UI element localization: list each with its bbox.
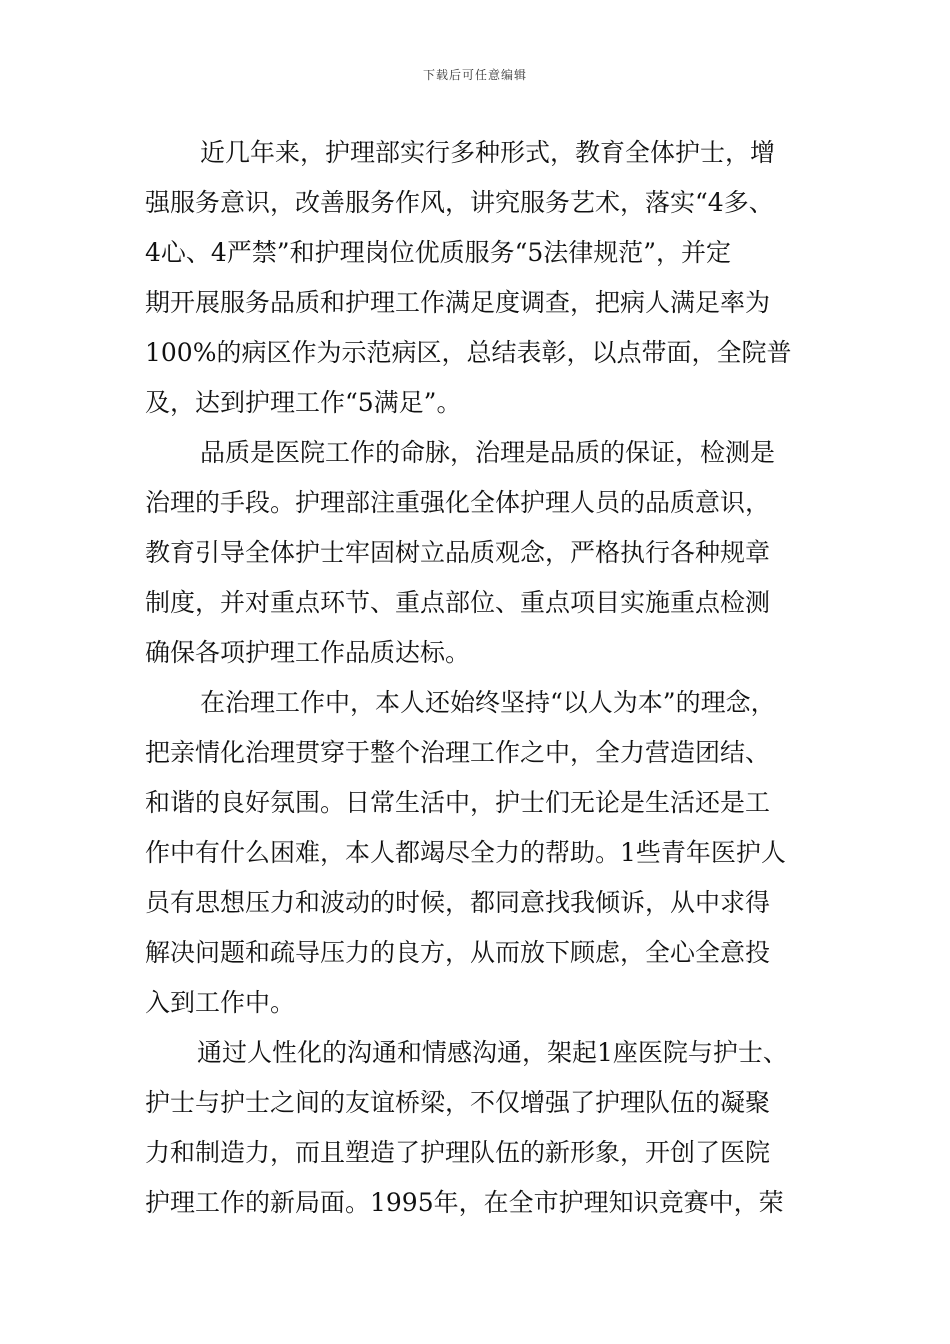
text-line: 品质是医院工作的命脉，治理是品质的保证，检测是 (200, 438, 776, 467)
text-line: 近几年来，护理部实行多种形式，教育全体护士，增 (200, 138, 776, 167)
text-line: 制度，并对重点环节、重点部位、重点项目实施重点检测 (145, 588, 771, 617)
text-line: 治理的手段。护理部注重强化全体护理人员的品质意识， (145, 488, 771, 517)
text-line: 教育引导全体护士牢固树立品质观念，严格执行各种规章 (145, 538, 771, 567)
text-line: 作中有什么困难，本人都竭尽全力的帮助。1些青年医护人 (145, 838, 786, 867)
paragraph-4 (145, 1028, 815, 1228)
paragraph-1 (145, 128, 815, 428)
paragraph-2 (145, 428, 815, 678)
text-line: 解决问题和疏导压力的良方，从而放下顾虑，全心全意投 (145, 938, 771, 967)
paragraph-3 (145, 678, 815, 1028)
text-line: 强服务意识，改善服务作风，讲究服务艺术，落实“4多、 (145, 188, 774, 217)
text-line: 入到工作中。 (145, 988, 296, 1017)
page-header-note: 下载后可任意编辑 (422, 68, 527, 82)
text-line: 及，达到护理工作“5满足”。 (145, 388, 462, 417)
document-body (145, 128, 815, 1228)
text-line: 100%的病区作为示范病区，总结表彰，以点带面，全院普 (145, 338, 792, 367)
text-line: 确保各项护理工作品质达标。 (145, 638, 471, 667)
text-line: 把亲情化治理贯穿于整个治理工作之中，全力营造团结、 (145, 738, 771, 767)
text-line: 力和制造力，而且塑造了护理队伍的新形象，开创了医院 (145, 1138, 771, 1167)
text-line: 护理工作的新局面。1995年，在全市护理知识竞赛中，荣 (145, 1188, 784, 1217)
text-line: 员有思想压力和波动的时候，都同意找我倾诉，从中求得 (145, 888, 771, 917)
text-line: 护士与护士之间的友谊桥梁，不仅增强了护理队伍的凝聚 (145, 1088, 771, 1117)
text-line: 在治理工作中，本人还始终坚持“以人为本”的理念， (200, 688, 776, 717)
text-line: 期开展服务品质和护理工作满足度调查，把病人满足率为 (145, 288, 771, 317)
text-line: 通过人性化的沟通和情感沟通，架起1座医院与护士、 (197, 1038, 788, 1067)
text-line: 4心、4严禁”和护理岗位优质服务“5法律规范”，并定 (145, 238, 732, 267)
text-line: 和谐的良好氛围。日常生活中，护士们无论是生活还是工 (145, 788, 771, 817)
